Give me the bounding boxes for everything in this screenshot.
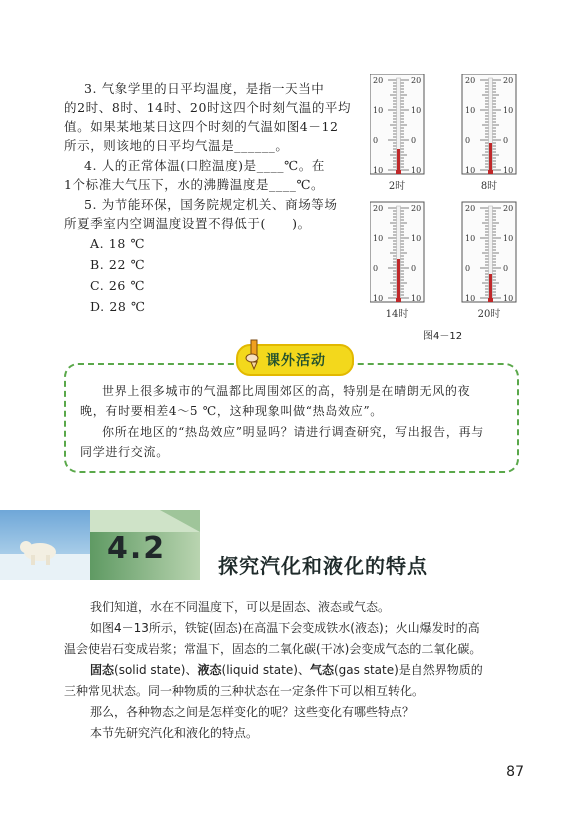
scale-label-left: 20 bbox=[465, 204, 476, 213]
thermometer bbox=[370, 74, 424, 192]
thermometer-liquid bbox=[489, 143, 492, 172]
body-line-6: 本节先研究汽化和液化的特点。 bbox=[90, 726, 259, 740]
body-line-states bbox=[90, 660, 483, 681]
term-solid: 固态 bbox=[90, 663, 115, 677]
term-gas-en: (gas state) bbox=[333, 663, 399, 677]
thermometer-time-label: 14时 bbox=[385, 309, 409, 320]
activity-line-4: 同学进行交流。 bbox=[80, 445, 169, 459]
q3-line-3: 值。如果某地某日这四个时刻的气温如图4－12 bbox=[64, 119, 339, 134]
body-line-3: 温会使岩石变成岩浆；常温下，固态的二氧化碳(干冰)会变成气态的二氧化碳。 bbox=[64, 642, 482, 656]
thermometer-liquid bbox=[489, 274, 492, 300]
scale-label-right: 10 bbox=[411, 234, 422, 243]
scale-label-right: 10 bbox=[411, 166, 422, 175]
scale-label-left: 10 bbox=[465, 106, 476, 115]
body-line-4: 三种常见状态。同一种物质的三种状态在一定条件下可以相互转化。 bbox=[64, 684, 425, 698]
figure-caption: 图4－12 bbox=[423, 331, 463, 342]
thermometer-liquid bbox=[397, 149, 400, 172]
page-number: 87 bbox=[506, 764, 524, 780]
body-line-5: 那么，各种物态之间是怎样变化的呢？这些变化有哪些特点？ bbox=[90, 705, 415, 719]
scale-label-right: 10 bbox=[411, 106, 422, 115]
scale-label-right: 0 bbox=[411, 136, 417, 145]
scale-label-right: 0 bbox=[503, 264, 509, 273]
scale-label-left: 20 bbox=[373, 76, 384, 85]
q3-line-1: 3. 气象学里的日平均温度，是指一天当中 bbox=[84, 81, 325, 96]
scale-label-left: 0 bbox=[465, 136, 471, 145]
figure-4-12 bbox=[370, 74, 540, 344]
q5-option-a: A. 18 ℃ bbox=[90, 236, 146, 251]
sep-1: 、 bbox=[185, 663, 198, 677]
thermometer bbox=[370, 202, 424, 320]
scale-label-right: 10 bbox=[503, 294, 514, 303]
q3-line-4: 所示，则该地的日平均气温是______。 bbox=[64, 138, 289, 153]
scale-label-right: 10 bbox=[411, 294, 422, 303]
scale-label-right: 10 bbox=[503, 106, 514, 115]
body-line-1: 我们知道，水在不同温度下，可以是固态、液态或气态。 bbox=[90, 600, 391, 614]
scale-label-right: 0 bbox=[503, 136, 509, 145]
thermometer-bulb bbox=[396, 170, 401, 174]
section-header bbox=[0, 510, 579, 580]
q5-option-b: B. 22 ℃ bbox=[90, 257, 146, 272]
sep-2: 、 bbox=[297, 663, 310, 677]
term-gas: 气态 bbox=[309, 663, 334, 677]
scale-label-left: 10 bbox=[465, 234, 476, 243]
activity-title-badge bbox=[236, 344, 354, 376]
scale-label-right: 20 bbox=[411, 204, 422, 213]
scale-label-right: 20 bbox=[503, 76, 514, 85]
scale-label-left: 0 bbox=[373, 264, 379, 273]
scale-label-left: 10 bbox=[373, 234, 384, 243]
scale-label-right: 10 bbox=[503, 166, 514, 175]
scale-label-left: 10 bbox=[373, 106, 384, 115]
q4-line-1: 4. 人的正常体温(口腔温度)是____℃。在 bbox=[84, 158, 325, 173]
body-line-2: 如图4－13所示，铁锭(固态)在高温下会变成铁水(液态)；火山爆发时的高 bbox=[90, 621, 480, 635]
thermometer-bulb bbox=[488, 298, 493, 302]
scale-label-right: 10 bbox=[503, 234, 514, 243]
q4-line-2: 1个标准大气压下，水的沸腾温度是____℃。 bbox=[64, 177, 325, 192]
scale-label-left: 20 bbox=[373, 204, 384, 213]
term-liquid: 液态 bbox=[197, 663, 222, 677]
pencil-hand-icon bbox=[242, 338, 266, 372]
section-number: 4.2 bbox=[107, 531, 167, 566]
q5-line-1: 5. 为节能环保，国务院规定机关、商场等场 bbox=[84, 197, 338, 212]
thermometer-time-label: 2时 bbox=[388, 181, 406, 192]
activity-title-text: 课外活动 bbox=[266, 353, 326, 369]
thermometer-bulb bbox=[488, 170, 493, 174]
term-liquid-en: (liquid state) bbox=[221, 663, 298, 677]
scale-label-left: 20 bbox=[465, 76, 476, 85]
thermometer bbox=[462, 74, 516, 192]
q5-option-d: D. 28 ℃ bbox=[90, 299, 146, 314]
scale-label-left: 0 bbox=[373, 136, 379, 145]
scale-label-right: 0 bbox=[411, 264, 417, 273]
q3-line-2: 的2时、8时、14时、20时这四个时刻气温的平均 bbox=[64, 100, 352, 115]
thermometer-time-label: 8时 bbox=[480, 181, 498, 192]
activity-line-2: 晚，有时要相差4～5 ℃，这种现象叫做“热岛效应”。 bbox=[80, 404, 383, 418]
scale-label-left: 10 bbox=[465, 294, 476, 303]
thermometer-time-label: 20时 bbox=[477, 309, 501, 320]
q5-option-c: C. 26 ℃ bbox=[90, 278, 146, 293]
term-solid-en: (solid state) bbox=[114, 663, 186, 677]
q5-line-2: 所夏季室内空调温度设置不得低于( )。 bbox=[64, 216, 311, 231]
thermometer-bulb bbox=[396, 298, 401, 302]
thermometer-grid bbox=[370, 74, 540, 324]
scale-label-right: 20 bbox=[503, 204, 514, 213]
section-title: 探究汽化和液化的特点 bbox=[218, 554, 428, 578]
activity-line-3: 你所在地区的“热岛效应”明显吗？请进行调查研究，写出报告，再与 bbox=[102, 425, 484, 439]
states-rest: 是自然界物质的 bbox=[398, 663, 483, 677]
scale-label-left: 10 bbox=[373, 166, 384, 175]
scale-label-left: 10 bbox=[465, 166, 476, 175]
scale-label-left: 0 bbox=[465, 264, 471, 273]
activity-line-1: 世界上很多城市的气温都比周围郊区的高，特别是在晴朗无风的夜 bbox=[102, 384, 471, 398]
scale-label-right: 20 bbox=[411, 76, 422, 85]
thermometer bbox=[462, 202, 516, 320]
thermometer-liquid bbox=[397, 259, 400, 300]
scale-label-left: 10 bbox=[373, 294, 384, 303]
